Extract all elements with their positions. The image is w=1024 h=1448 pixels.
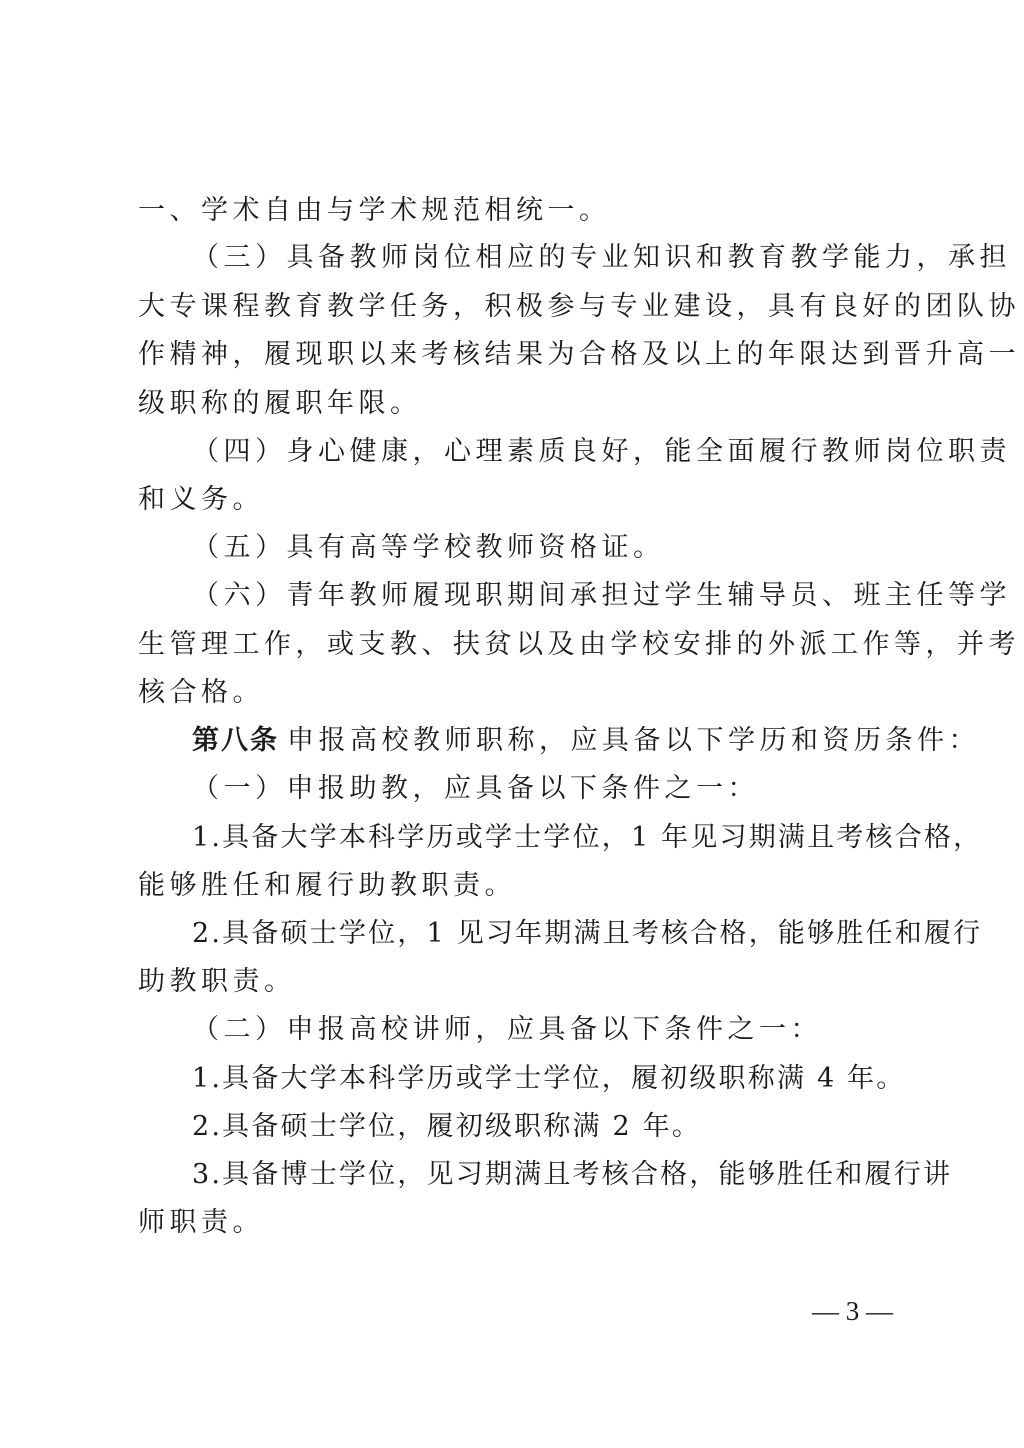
article-title: 第八条	[192, 725, 279, 756]
article-text: 申报高校教师职称，应具备以下学历和资历条件：	[287, 725, 980, 756]
paragraph-line: 3.具备博士学位，见习期满且考核合格，能够胜任和履行讲	[192, 1159, 953, 1190]
paragraph-line: （四）身心健康，心理素质良好，能全面履行教师岗位职责	[192, 436, 1011, 467]
paragraph-line: 作精神，履现职以来考核结果为合格及以上的年限达到晋升高一	[138, 339, 1020, 370]
paragraph-line: 核合格。	[138, 677, 264, 708]
paragraph-line: （三）具备教师岗位相应的专业知识和教育教学能力，承担	[192, 242, 1011, 273]
page-number: — 3 —	[812, 1296, 893, 1326]
paragraph-line: 和义务。	[138, 484, 264, 515]
paragraph-line: 1.具备大学本科学历或学士学位，1 年见习期满且考核合格，	[192, 822, 983, 853]
paragraph-line: 级职称的履职年限。	[138, 388, 422, 419]
paragraph-line: （一）申报助教，应具备以下条件之一：	[192, 773, 759, 804]
paragraph-line: 2.具备硕士学位，履初级职称满 2 年。	[192, 1111, 702, 1142]
paragraph-line: 一、学术自由与学术规范相统一。	[138, 195, 611, 226]
paragraph-line: （六）青年教师履现职期间承担过学生辅导员、班主任等学	[192, 580, 1011, 611]
paragraph-line: 能够胜任和履行助教职责。	[138, 870, 516, 901]
paragraph-line: 大专课程教育教学任务，积极参与专业建设，具有良好的团队协	[138, 291, 1020, 322]
paragraph-line: （五）具有高等学校教师资格证。	[192, 532, 665, 563]
paragraph-line: 师职责。	[138, 1207, 264, 1238]
article-line	[192, 721, 980, 761]
paragraph-line: 助教职责。	[138, 966, 296, 997]
paragraph-line: （二）申报高校讲师，应具备以下条件之一：	[192, 1014, 822, 1045]
paragraph-line: 2.具备硕士学位，1 见习年期满且考核合格，能够胜任和履行	[192, 918, 983, 949]
paragraph-line: 1.具备大学本科学历或学士学位，履初级职称满 4 年。	[192, 1063, 906, 1094]
paragraph-line: 生管理工作，或支教、扶贫以及由学校安排的外派工作等，并考	[138, 629, 1020, 660]
